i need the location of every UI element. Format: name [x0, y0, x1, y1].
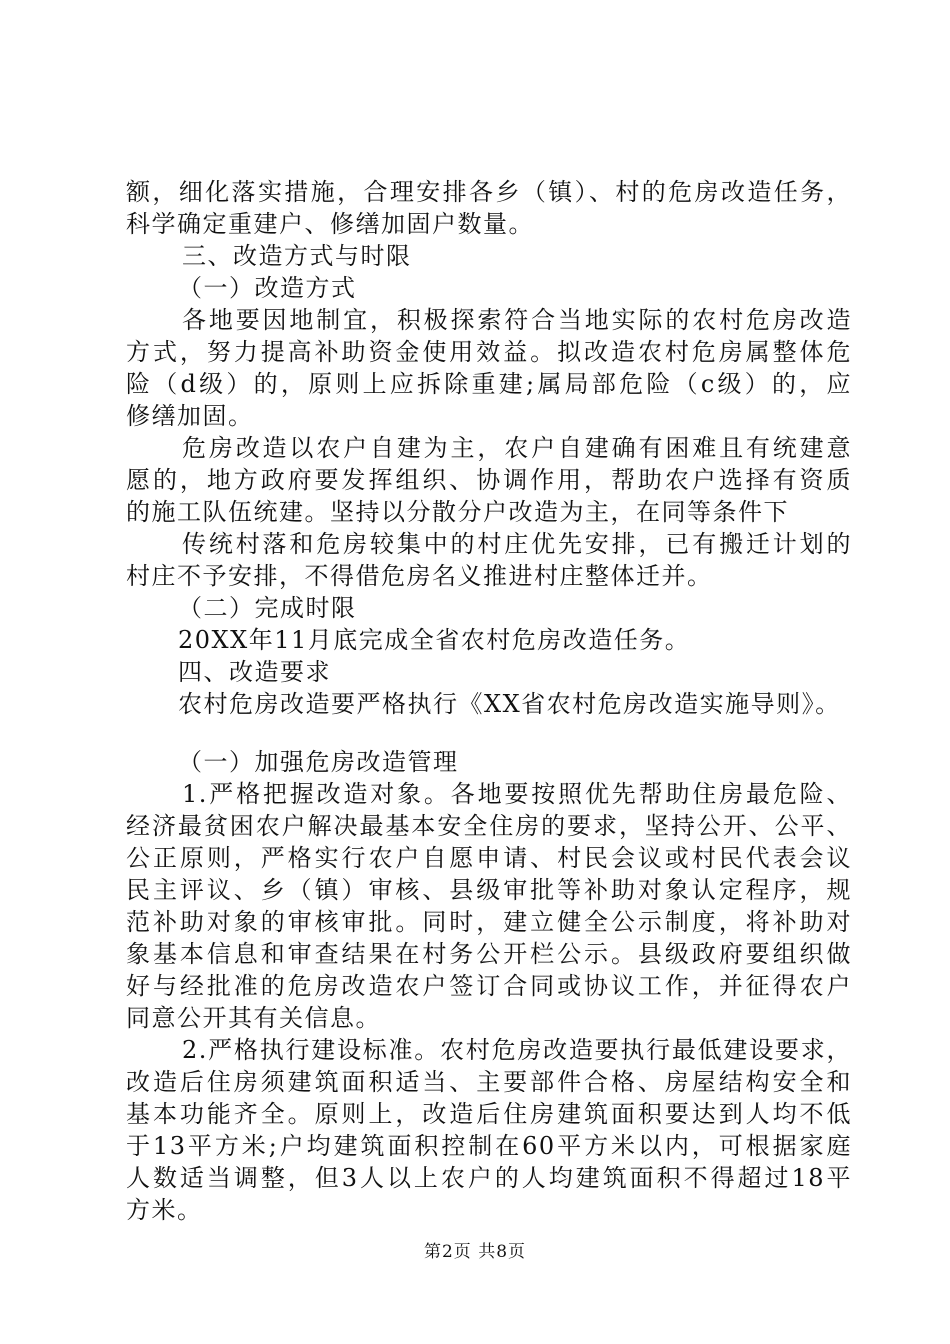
paragraph-line: 农村危房改造要严格执行《XX省农村危房改造实施导则》。 [178, 690, 841, 718]
paragraph-line: 传统村落和危房较集中的村庄优先安排，已有搬迁计划的 [182, 530, 852, 558]
paragraph-line: 好与经批准的危房改造农户签订合同或协议工作，并征得农户 [126, 972, 852, 1000]
paragraph-line: 额，细化落实措施，合理安排各乡（镇）、村的危房改造任务， [126, 178, 852, 206]
paragraph-line: 各地要因地制宜，积极探索符合当地实际的农村危房改造 [182, 306, 852, 334]
paragraph-line: 危房改造以农户自建为主，农户自建确有困难且有统建意 [182, 434, 852, 462]
paragraph-line: 范补助对象的审核审批。同时，建立健全公示制度，将补助对 [126, 908, 852, 936]
paragraph-line: 愿的，地方政府要发挥组织、协调作用，帮助农户选择有资质 [126, 466, 852, 494]
paragraph-line: 方式，努力提高补助资金使用效益。拟改造农村危房属整体危 [126, 338, 852, 366]
paragraph-line: 科学确定重建户、修缮加固户数量。 [126, 210, 534, 238]
paragraph-line: 公正原则，严格实行农户自愿申请、村民会议或村民代表会议 [126, 844, 852, 872]
paragraph-line: 2.严格执行建设标准。农村危房改造要执行最低建设要求， [182, 1036, 852, 1064]
subsection-heading: （二）完成时限 [178, 594, 357, 622]
paragraph-line: 的施工队伍统建。坚持以分散分户改造为主，在同等条件下 [126, 498, 789, 526]
paragraph-line: 经济最贫困农户解决最基本安全住房的要求，坚持公开、公平、 [126, 812, 852, 840]
subsection-heading: （一）改造方式 [178, 274, 357, 302]
paragraph-line: 1.严格把握改造对象。各地要按照优先帮助住房最危险、 [182, 780, 852, 808]
paragraph-line: 改造后住房须建筑面积适当、主要部件合格、房屋结构安全和 [126, 1068, 852, 1096]
section-heading: 四、改造要求 [178, 658, 331, 686]
blank-line [126, 720, 852, 746]
subsection-heading: （一）加强危房改造管理 [178, 748, 459, 776]
paragraph-line: 村庄不予安排，不得借危房名义推进村庄整体迁并。 [126, 562, 713, 590]
paragraph-line: 修缮加固。 [126, 402, 254, 430]
document-body [126, 176, 852, 1226]
paragraph-line: 民主评议、乡（镇）审核、县级审批等补助对象认定程序，规 [126, 876, 852, 904]
paragraph-line: 同意公开其有关信息。 [126, 1004, 381, 1032]
paragraph-line: 20XX年11月底完成全省农村危房改造任务。 [178, 626, 691, 654]
paragraph-line: 险（d级）的，原则上应拆除重建;属局部危险（c级）的，应 [126, 370, 852, 398]
paragraph-line: 方米。 [126, 1196, 203, 1224]
paragraph-line: 人数适当调整，但3人以上农户的人均建筑面积不得超过18平 [126, 1164, 852, 1192]
paragraph-line: 象基本信息和审查结果在村务公开栏公示。县级政府要组织做 [126, 940, 852, 968]
page-number-footer: 第2页 共8页 [423, 1242, 527, 1262]
section-heading: 三、改造方式与时限 [182, 242, 412, 270]
paragraph-line: 于13平方米;户均建筑面积控制在60平方米以内，可根据家庭 [126, 1132, 852, 1160]
paragraph-line: 基本功能齐全。原则上，改造后住房建筑面积要达到人均不低 [126, 1100, 852, 1128]
